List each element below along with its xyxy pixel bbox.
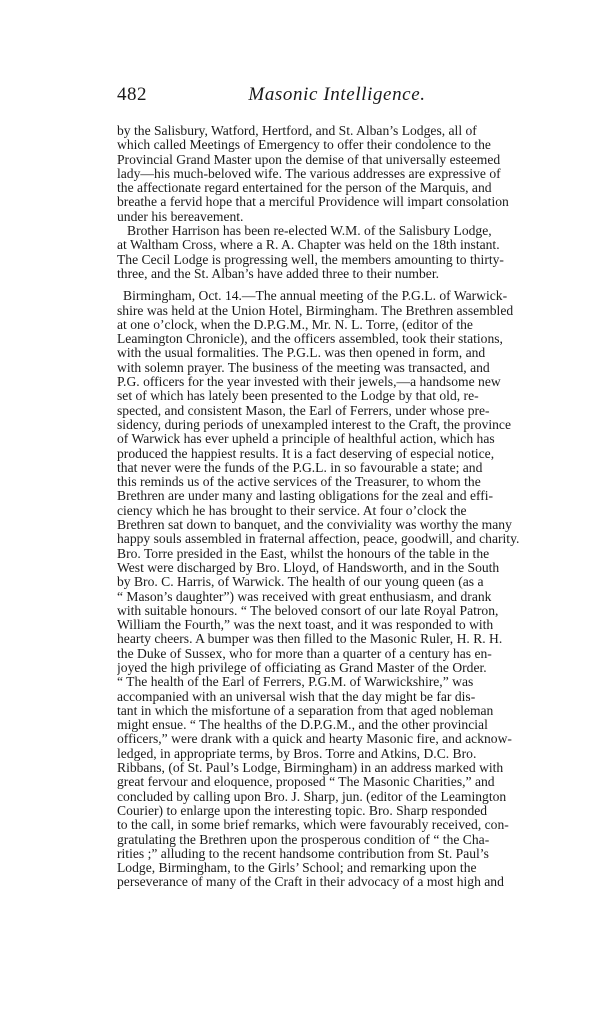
- text-line: produced the happiest results. It is a fact deserving of especial notice,: [117, 446, 495, 461]
- text-line: West were discharged by Bro. Lloyd, of Handsworth, and in the South: [117, 560, 500, 575]
- text-line: set of which has lately been presented to the Lodge by that old, re-: [117, 389, 479, 404]
- text-line: gratulating the Brethren upon the prosperous condition of “ the Cha-: [117, 832, 490, 847]
- text-line: sidency, during periods of unexampled interest to the Craft, the province: [117, 417, 511, 432]
- text-line: ciency which he has brought to their service. At four o’clock the: [117, 503, 467, 518]
- paragraph-gap: [117, 281, 557, 289]
- text-line: by Bro. C. Harris, of Warwick. The health of our young queen (as a: [117, 575, 484, 590]
- text-line: the affectionate regard entertained for the person of the Marquis, and: [117, 181, 492, 196]
- text-line: lady—his much-beloved wife. The various addresses are expressive of: [117, 166, 501, 181]
- text-line: by the Salisbury, Watford, Hertford, and St. Alban’s Lodges, all of: [117, 124, 477, 138]
- article-body: [117, 124, 557, 890]
- text-line: ledged, in appropriate terms, by Bros. Torre and Atkins, D.C. Bro.: [117, 746, 477, 761]
- text-line: with suitable honours. “ The beloved consort of our late Royal Patron,: [117, 603, 499, 618]
- text-line: at Waltham Cross, where a R. A. Chapter was held on the 18th instant.: [117, 238, 500, 253]
- text-line: “ Mason’s daughter”) was received with great enthusiasm, and drank: [117, 589, 492, 604]
- text-line: to the call, in some brief remarks, which were favourably received, con-: [117, 818, 509, 833]
- page-header: [117, 84, 557, 110]
- text-line: Brethren are under many and lasting obligations for the zeal and effi-: [117, 489, 494, 504]
- text-line: the Duke of Sussex, who for more than a quarter of a century has en-: [117, 646, 492, 661]
- text-line: spected, and consistent Mason, the Earl of Ferrers, under whose pre-: [117, 403, 490, 418]
- text-line: with the usual formalities. The P.G.L. was then opened in form, and: [117, 346, 486, 361]
- paragraph: [117, 124, 557, 224]
- page-number: 482: [117, 84, 147, 105]
- text-line: Brother Harrison has been re-elected W.M. of the Salisbury Lodge,: [127, 224, 492, 239]
- text-line: breathe a fervid hope that a merciful Providence will impart consolation: [117, 195, 509, 210]
- text-line: Courier) to enlarge upon the interesting topic. Bro. Sharp responded: [117, 803, 488, 818]
- text-line: Lodge, Birmingham, to the Girls’ School; and remarking upon the: [117, 861, 477, 876]
- text-line: tant in which the misfortune of a separation from that aged nobleman: [117, 703, 494, 718]
- text-line: Leamington Chronicle), and the officers assembled, took their stations,: [117, 332, 503, 347]
- text-line: of Warwick has ever upheld a principle of healthful action, which has: [117, 432, 495, 447]
- text-line: concluded by calling upon Bro. J. Sharp, jun. (editor of the Leamington: [117, 789, 507, 804]
- running-title: Masonic Intelligence.: [248, 84, 426, 105]
- text-line: P.G. officers for the year invested with their jewels,—a handsome new: [117, 375, 501, 390]
- text-line: rities ;” alluding to the recent handsome contribution from St. Paul’s: [117, 846, 489, 861]
- paragraph: [117, 224, 557, 281]
- text-line: officers,” were drank with a quick and hearty Masonic fire, and acknow-: [117, 732, 512, 747]
- text-line: Brethren sat down to banquet, and the conviviality was worthy the many: [117, 518, 512, 533]
- paragraph: [117, 289, 557, 889]
- text-line: The Cecil Lodge is progressing well, the members amounting to thirty-: [117, 252, 504, 267]
- text-line: that never were the funds of the P.G.L. in so favourable a state; and: [117, 460, 483, 475]
- text-line: hearty cheers. A bumper was then filled to the Masonic Ruler, H. R. H.: [117, 632, 503, 647]
- text-line: “ The health of the Earl of Ferrers, P.G.M. of Warwickshire,” was: [117, 675, 474, 690]
- text-line: might ensue. “ The healths of the D.P.G.M., and the other provincial: [117, 718, 488, 733]
- text-line: joyed the high privilege of officiating as Grand Master of the Order.: [117, 660, 487, 675]
- text-line: accompanied with an universal wish that the day might be far dis-: [117, 689, 476, 704]
- text-line: William the Fourth,” was the next toast, and it was responded to with: [117, 618, 494, 633]
- text-line: under his bereavement.: [117, 209, 244, 224]
- text-line: Provincial Grand Master upon the demise of that universally esteemed: [117, 152, 501, 167]
- text-line: three, and the St. Alban’s have added three to their number.: [117, 266, 440, 281]
- text-line: shire was held at the Union Hotel, Birmingham. The Brethren assembled: [117, 303, 514, 318]
- text-line: great fervour and eloquence, proposed “ The Masonic Charities,” and: [117, 775, 495, 790]
- text-line: perseverance of many of the Craft in their advocacy of a most high and: [117, 875, 504, 890]
- text-line: Bro. Torre presided in the East, whilst the honours of the table in the: [117, 546, 490, 561]
- text-line: Ribbans, (of St. Paul’s Lodge, Birmingham) in an address marked with: [117, 761, 504, 776]
- text-line: Birmingham, Oct. 14.—The annual meeting of the P.G.L. of Warwick-: [123, 289, 508, 304]
- text-line: happy souls assembled in fraternal affection, peace, goodwill, and charity.: [117, 532, 520, 547]
- text-line: with solemn prayer. The business of the meeting was transacted, and: [117, 360, 490, 375]
- text-line: at one o’clock, when the D.P.G.M., Mr. N. L. Torre, (editor of the: [117, 317, 473, 332]
- text-line: which called Meetings of Emergency to offer their condolence to the: [117, 138, 491, 153]
- text-line: this reminds us of the active services of the Treasurer, to whom the: [117, 475, 481, 490]
